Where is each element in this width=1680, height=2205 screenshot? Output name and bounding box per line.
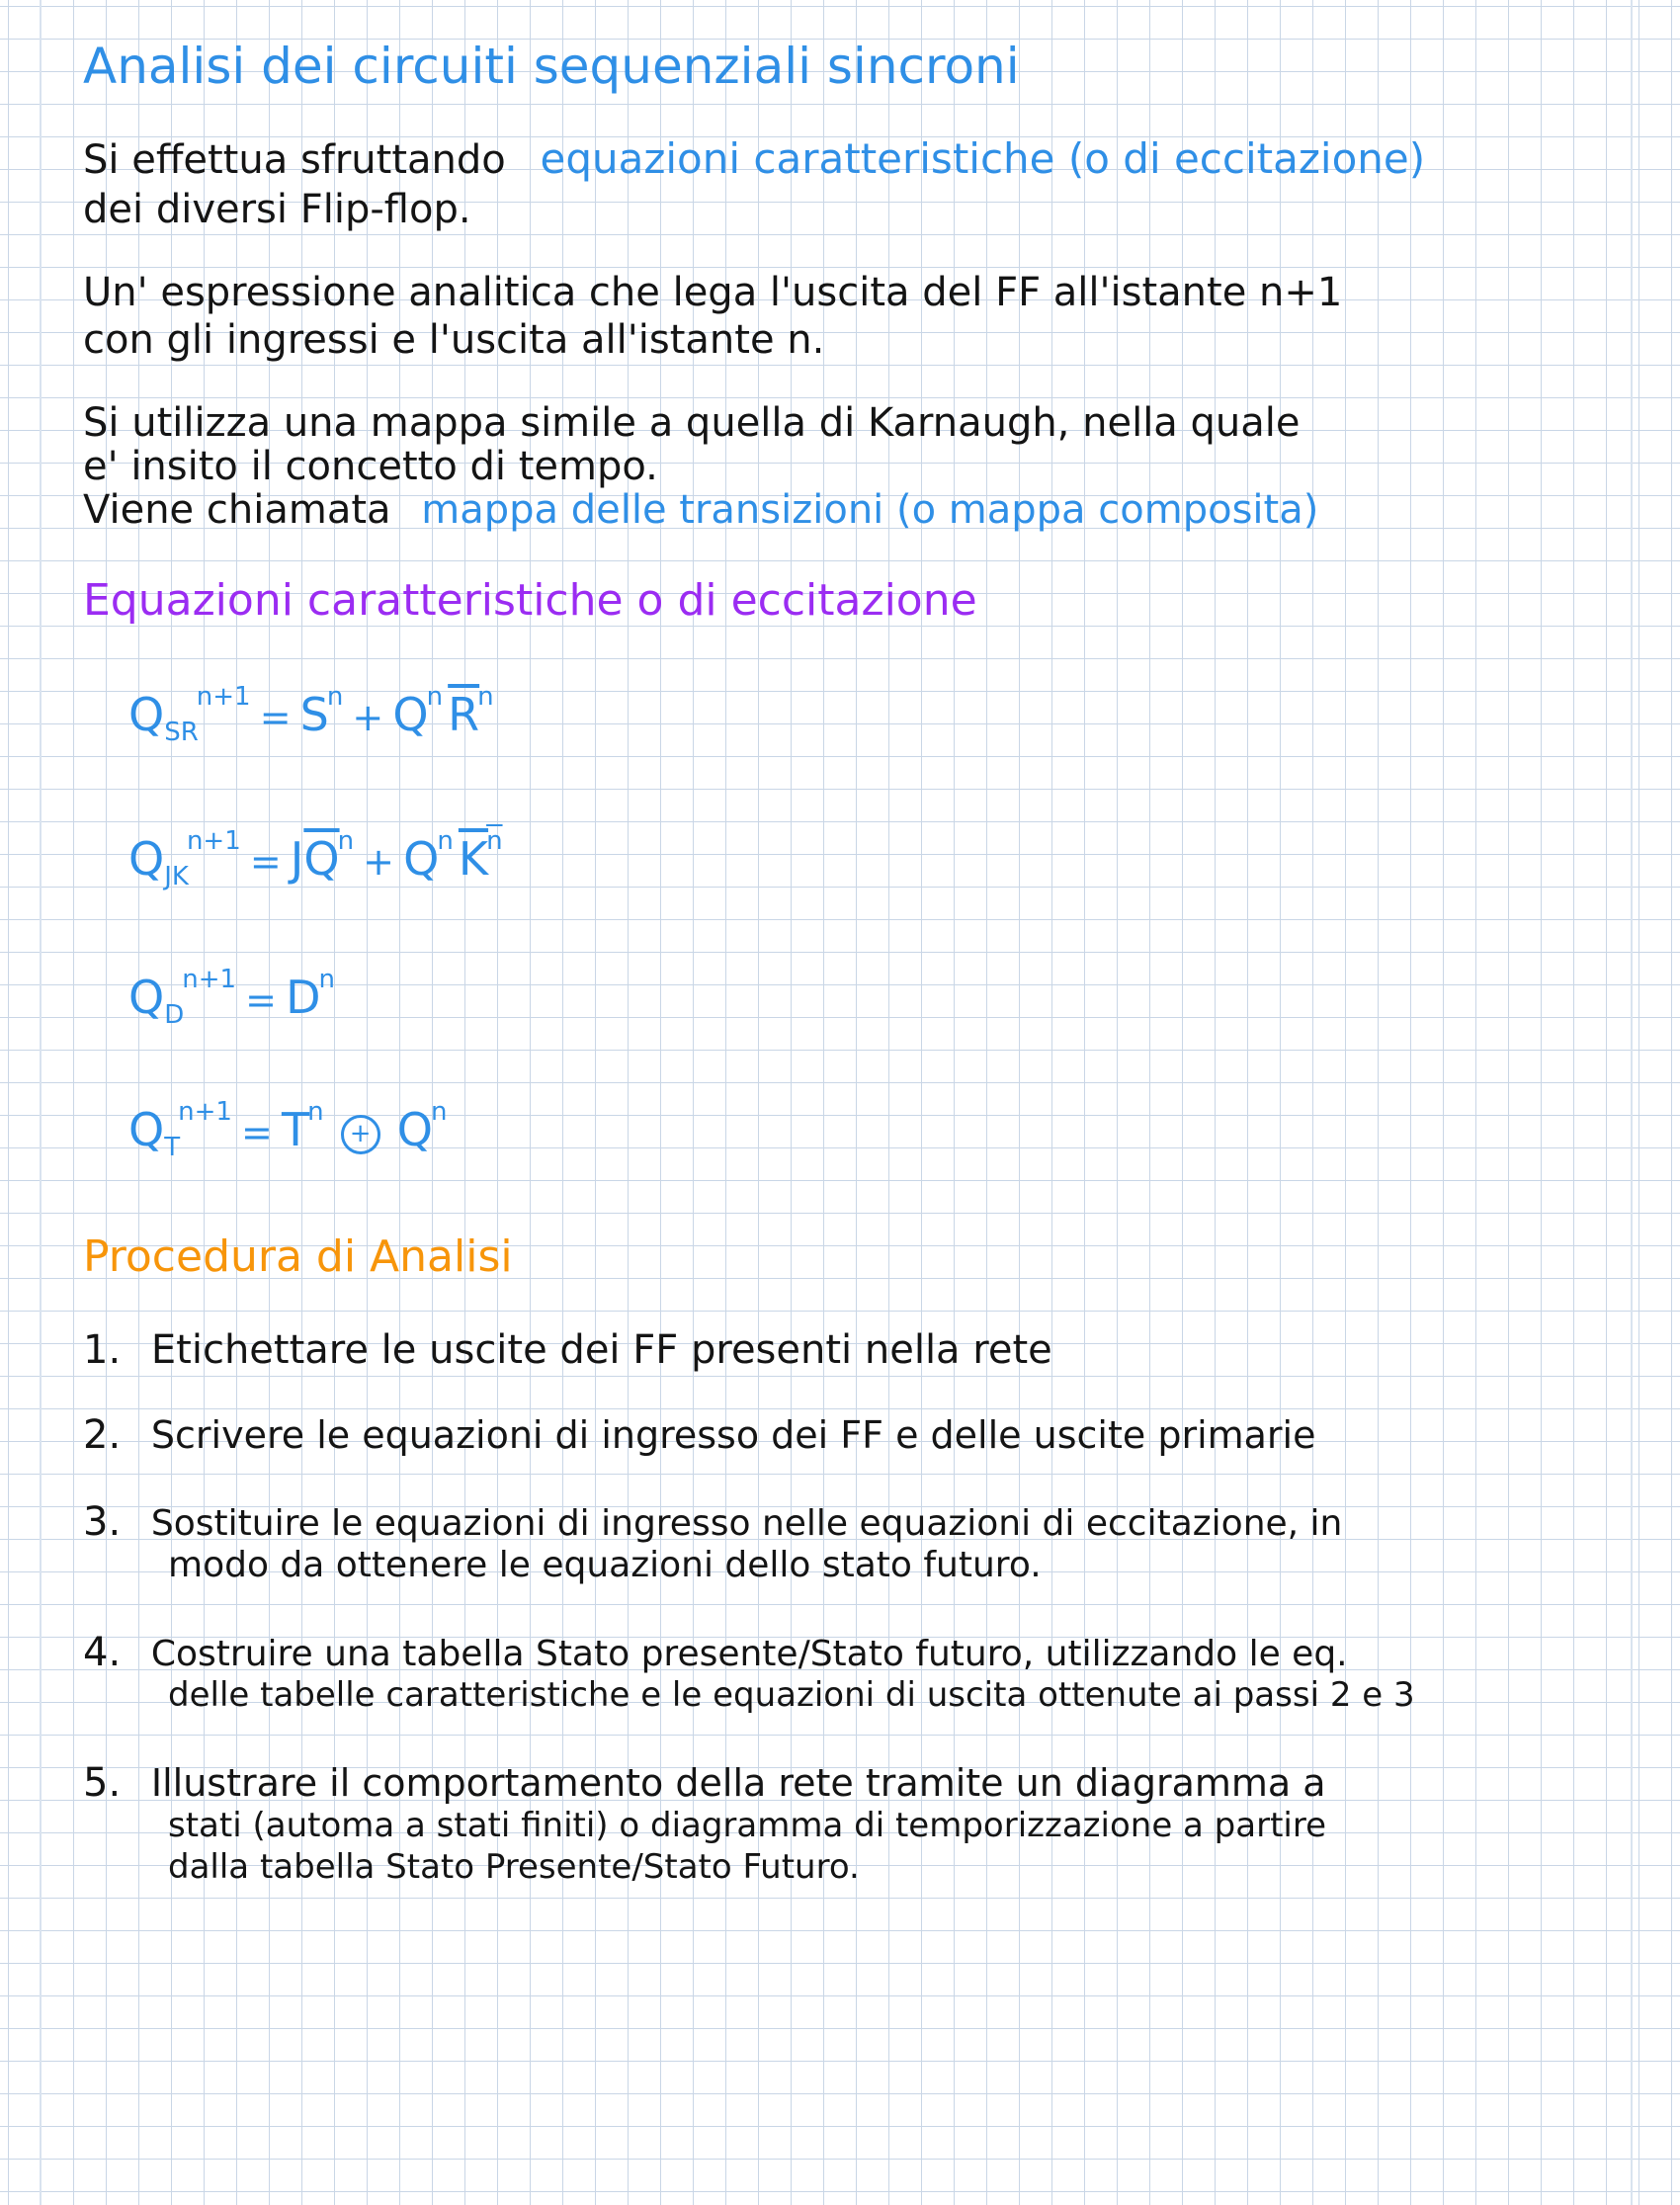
step-3: [83, 1499, 1343, 1545]
eq-sr-sub: SR: [164, 718, 199, 747]
eq-d-d-sup: n: [318, 965, 335, 994]
eq-t-q2: Q: [396, 1103, 433, 1156]
page-title: Analisi dei circuiti sequenziali sincroni: [83, 38, 1020, 95]
eq-d-d: D: [286, 971, 321, 1024]
equation-jk: [128, 826, 503, 891]
step-2: [83, 1412, 1316, 1458]
step-1-number: 1.: [83, 1327, 122, 1373]
step-3-number: 3.: [83, 1499, 122, 1545]
step-4: [83, 1630, 1348, 1675]
xor-icon: +: [341, 1115, 380, 1154]
eq-d-equals: =: [245, 978, 277, 1022]
step-4-line-2: delle tabelle caratteristiche e le equazioni di uscita ottenute ai passi 2 e 3: [168, 1675, 1415, 1715]
intro-line-3: Un' espressione analitica che lega l'uscita del FF all'istante n+1: [83, 270, 1343, 315]
eq-sr-s: S: [299, 688, 329, 741]
eq-t-q2-sup: n: [430, 1097, 448, 1127]
margin-line: [40, 0, 42, 2205]
eq-jk-equals: =: [249, 840, 282, 884]
intro-line-1-highlight: equazioni caratteristiche (o di eccitazione): [540, 134, 1426, 183]
step-5-line-1: Illustrare il comportamento della rete tramite un diagramma a: [150, 1761, 1326, 1805]
eq-d-sub: D: [164, 1000, 185, 1030]
eq-jk-k-sup: $\overline{n}$: [486, 826, 503, 856]
equation-d: [128, 965, 335, 1030]
eq-t-sup: n+1: [178, 1097, 232, 1127]
intro-line-7-highlight: mappa delle transizioni (o mappa composita): [421, 487, 1319, 533]
intro-line-7-text: Viene chiamata: [83, 487, 391, 533]
eq-sr-equals: =: [259, 696, 292, 739]
step-2-line-1: Scrivere le equazioni di ingresso dei FF e delle uscite primarie: [150, 1413, 1316, 1457]
eq-sr-q2-sup: n: [426, 682, 444, 712]
intro-line-5: Si utilizza una mappa simile a quella di Karnaugh, nella quale: [83, 400, 1301, 446]
right-margin-line: [1631, 0, 1633, 2205]
step-3-line-1: Sostituire le equazioni di ingresso nelle equazioni di eccitazione, in: [150, 1503, 1343, 1544]
eq-sr-plus: +: [352, 696, 384, 739]
eq-jk-sub: JK: [164, 862, 189, 891]
step-5-line-2: stati (automa a stati finiti) o diagramma di temporizzazione a partire: [168, 1806, 1327, 1845]
intro-line-7: [83, 487, 1319, 533]
eq-t-t-sup: n: [307, 1097, 324, 1127]
step-1: [83, 1327, 1052, 1373]
step-2-number: 2.: [83, 1412, 122, 1458]
intro-line-4: con gli ingressi e l'uscita all'istante n.: [83, 317, 825, 363]
step-5-line-3: dalla tabella Stato Presente/Stato Futuro.: [168, 1847, 860, 1887]
equation-t: [128, 1097, 447, 1162]
eq-d-sup: n+1: [182, 965, 237, 994]
eq-jk-q-bar-sup: n: [337, 826, 355, 856]
eq-sr-r-sup: n: [477, 682, 494, 712]
equation-sr: [128, 682, 494, 747]
eq-sr-sup: n+1: [196, 682, 251, 712]
eq-jk-k-bar: $\overline{K}$: [458, 832, 489, 886]
eq-sr-s-sup: n: [326, 682, 344, 712]
eq-jk-q: Q: [128, 832, 165, 886]
eq-t-equals: =: [241, 1111, 273, 1154]
eq-sr-q2: Q: [392, 688, 429, 741]
eq-t-sub: T: [164, 1133, 181, 1162]
eq-jk-j: J: [290, 832, 304, 886]
eq-t-q: Q: [128, 1103, 165, 1156]
eq-jk-q2-sup: n: [437, 826, 454, 856]
step-3-line-2: modo da ottenere le equazioni dello stato futuro.: [168, 1545, 1042, 1585]
eq-jk-q2: Q: [403, 832, 440, 886]
section-title-procedure: Procedura di Analisi: [83, 1231, 513, 1282]
intro-line-2: dei diversi Flip-flop.: [83, 187, 471, 232]
intro-line-6: e' insito il concetto di tempo.: [83, 444, 658, 489]
step-4-number: 4.: [83, 1630, 122, 1675]
eq-jk-q-bar: $\overline{Q}$: [303, 832, 340, 886]
intro-line-1-text: Si effettua sfruttando: [83, 137, 506, 183]
step-5: [83, 1760, 1326, 1806]
eq-jk-sup: n+1: [186, 826, 241, 856]
section-title-equations: Equazioni caratteristiche o di eccitazione: [83, 575, 977, 626]
step-5-number: 5.: [83, 1760, 122, 1806]
eq-sr-r-bar: $\overline{R}$: [448, 688, 480, 741]
step-1-line-1: Etichettare le uscite dei FF presenti nella rete: [150, 1327, 1052, 1373]
eq-sr-q: Q: [128, 688, 165, 741]
intro-line-1: [83, 134, 1426, 183]
eq-d-q: Q: [128, 971, 165, 1024]
eq-jk-plus: +: [363, 840, 394, 884]
step-4-line-1: Costruire una tabella Stato presente/Stato futuro, utilizzando le eq.: [150, 1634, 1348, 1674]
eq-t-t: T: [281, 1103, 310, 1156]
